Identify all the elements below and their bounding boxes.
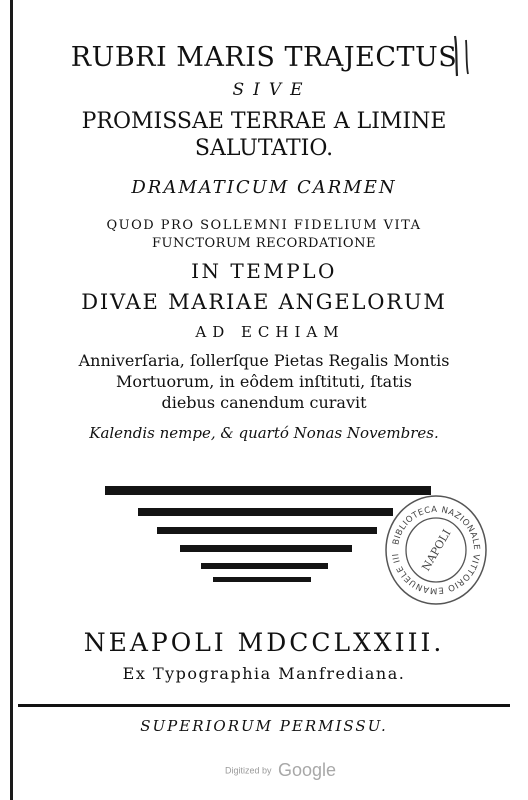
scan-edge-border — [10, 0, 13, 800]
permission-line: SUPERIORUM PERMISSU. — [140, 717, 388, 735]
ornament-bar-3 — [157, 527, 377, 534]
google-logo: Google — [277, 760, 337, 780]
imprint-printer: Ex Typographia Manfrediana. — [122, 664, 406, 683]
stamp-center-text: NAPOLI — [419, 527, 454, 574]
ornament-bar-5 — [201, 563, 328, 569]
place-name: AD ECHIAM — [195, 323, 345, 341]
occasion-line-2: FUNCTORUM RECORDATIONE — [152, 236, 376, 251]
body-line-3: diebus canendum curavit — [161, 393, 367, 412]
ornament-bar-4 — [180, 545, 352, 552]
book-title: RUBRI MARIS TRAJECTUS — [70, 42, 458, 73]
occasion-line-1: QUOD PRO SOLLEMNI FIDELIUM VITA — [106, 218, 422, 233]
body-line-2: Mortuorum, in eôdem inſtituti, ſtatis — [116, 372, 412, 391]
subtitle-line-2: SALUTATIO. — [194, 136, 334, 161]
ornament-bar-6 — [213, 577, 311, 582]
ornament-bar-2 — [138, 508, 393, 516]
stamp-ring-text: BIBLIOTECA NAZIONALE VITTORIO EMANUELE III — [391, 504, 482, 596]
church-name: DIVAE MARIAE ANGELORUM — [81, 290, 447, 314]
subtitle-line-1: PROMISSAE TERRAE A LIMINE — [81, 109, 447, 134]
dates-line: Kalendis nempe, & quartó Nonas Novembres. — [89, 424, 439, 442]
imprint-city-year: NEAPOLI MDCCLXXIII. — [83, 628, 445, 657]
in-templo-line: IN TEMPLO — [191, 259, 337, 283]
digitized-by-label: Digitized by — [225, 765, 272, 776]
digitized-by-google-watermark — [225, 760, 336, 781]
genre-line: DRAMATICUM CARMEN — [131, 177, 397, 198]
library-stamp — [382, 492, 490, 608]
body-line-1: Anniverſaria, ſollerſque Pietas Regalis Montis — [78, 351, 450, 370]
title-conjunction: SIVE — [232, 80, 312, 100]
horizontal-rule — [18, 704, 510, 707]
